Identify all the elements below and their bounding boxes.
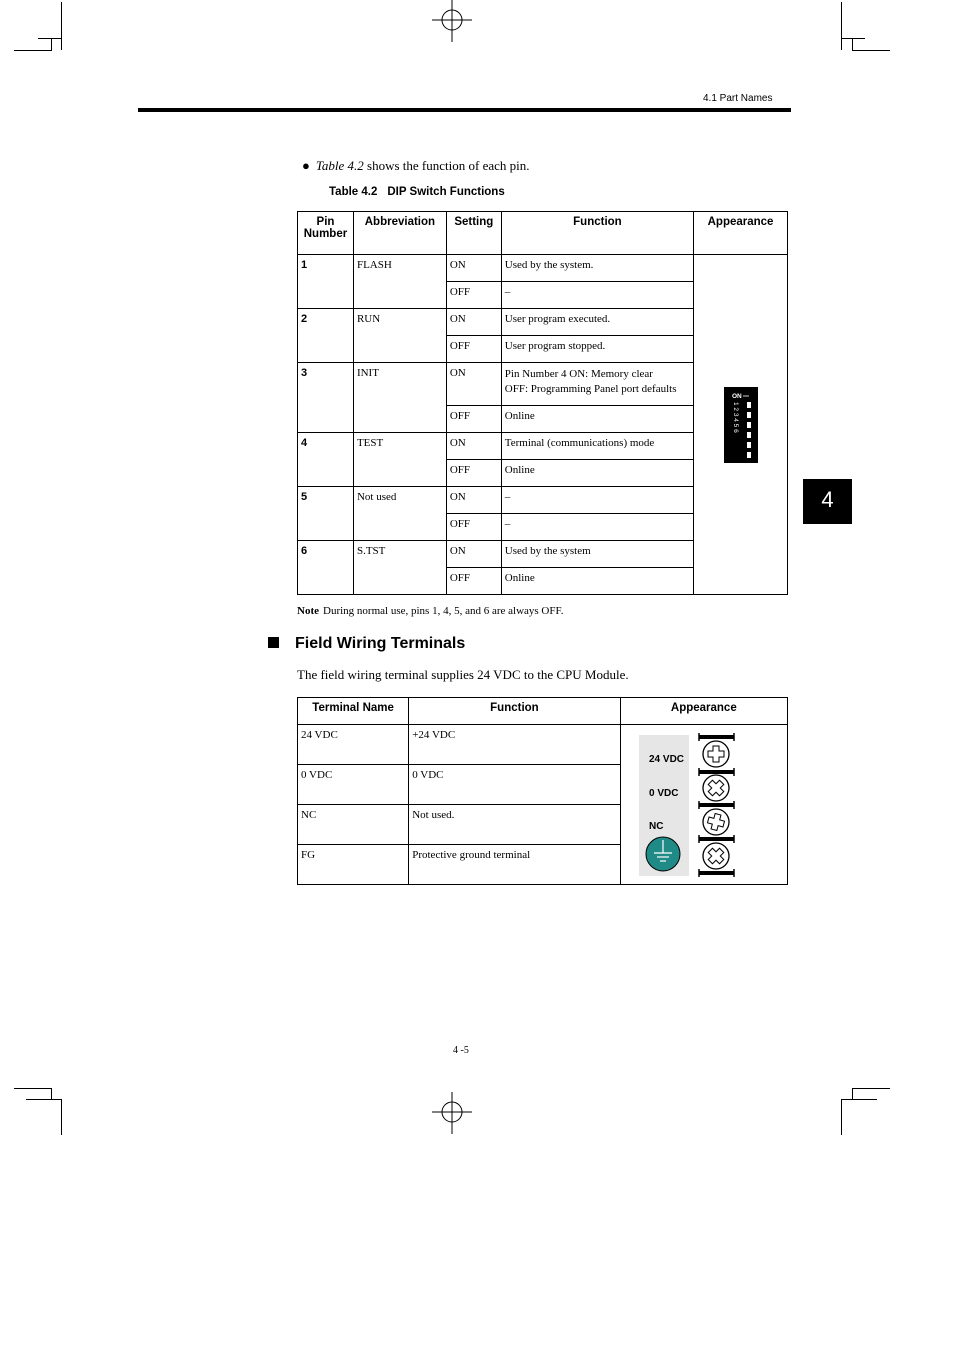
registration-mark-bottom: [432, 1092, 472, 1134]
intro-line: [302, 158, 530, 174]
note-label: Note: [297, 605, 319, 617]
function-off: –: [501, 282, 693, 309]
abbreviation: FLASH: [353, 255, 446, 309]
col-header-function: Function: [501, 212, 693, 255]
terminal-function: Protective ground terminal: [409, 845, 620, 885]
setting-on: ON: [446, 433, 501, 460]
table-caption: [329, 186, 505, 198]
table-row: [298, 255, 788, 282]
setting-off: OFF: [446, 460, 501, 487]
pin-number: 4: [298, 433, 354, 487]
screw-icon: [703, 775, 729, 801]
table-reference-link[interactable]: Table 4.2: [315, 158, 364, 173]
pin-number: 1: [298, 255, 354, 309]
abbreviation: TEST: [353, 433, 446, 487]
table-caption-number: Table 4.2: [329, 186, 378, 198]
col-header-appearance: Appearance: [620, 698, 787, 725]
function-on-line-1: Pin Number 4 ON: Memory clear: [504, 368, 653, 380]
col-header-terminal-name: Terminal Name: [298, 698, 409, 725]
terminal-name: FG: [298, 845, 409, 885]
note-text: During normal use, pins 1, 4, 5, and 6 are always OFF.: [323, 605, 564, 617]
col-header-abbreviation: Abbreviation: [353, 212, 446, 255]
pin-number: 2: [298, 309, 354, 363]
chapter-tab: 4: [803, 479, 852, 524]
header-rule: [138, 108, 791, 112]
setting-on: ON: [446, 541, 501, 568]
bullet-icon: ●: [302, 158, 310, 173]
col-header-appearance: Appearance: [694, 212, 788, 255]
function-on: User program executed.: [501, 309, 693, 336]
function-on: –: [501, 487, 693, 514]
setting-off: OFF: [446, 514, 501, 541]
pin-number: 6: [298, 541, 354, 595]
setting-on: ON: [446, 255, 501, 282]
terminal-name: 24 VDC: [298, 725, 409, 765]
dip-switch-table: [297, 211, 788, 595]
dip-switch-numbers: 1 2 3 4 5 6: [731, 401, 739, 433]
abbreviation: INIT: [353, 363, 446, 433]
function-off: User program stopped.: [501, 336, 693, 363]
terminal-label-nc: NC: [648, 820, 664, 832]
function-on: Used by the system: [501, 541, 693, 568]
running-header: 4.1 Part Names: [703, 93, 773, 104]
terminal-function: 0 VDC: [409, 765, 620, 805]
abbreviation: S.TST: [353, 541, 446, 595]
setting-on: ON: [446, 309, 501, 336]
abbreviation: Not used: [353, 487, 446, 541]
section-title: Field Wiring Terminals: [295, 635, 466, 652]
terminal-label-24vdc: 24 VDC: [648, 753, 684, 765]
function-on: Used by the system.: [501, 255, 693, 282]
col-header-setting: Setting: [446, 212, 501, 255]
pin-number: 3: [298, 363, 354, 433]
function-on-line-2: OFF: Programming Panel port defaults: [504, 383, 677, 395]
setting-off: OFF: [446, 336, 501, 363]
section-heading: [268, 635, 465, 653]
section-intro: The field wiring terminal supplies 24 VDC to the CPU Module.: [297, 667, 629, 682]
function-off: Online: [501, 406, 693, 433]
setting-on: ON: [446, 487, 501, 514]
terminal-label-0vdc: 0 VDC: [648, 787, 679, 799]
function-on: [501, 363, 693, 406]
col-header-pin: Pin Number: [298, 212, 354, 255]
table-note: [297, 605, 563, 617]
setting-off: OFF: [446, 282, 501, 309]
terminal-name: 0 VDC: [298, 765, 409, 805]
terminal-function: Not used.: [409, 805, 620, 845]
terminal-table: [297, 697, 788, 885]
screw-icon: [703, 741, 729, 767]
setting-on: ON: [446, 363, 501, 406]
dip-switch-illustration: [724, 387, 758, 463]
dip-on-label: ON: [731, 392, 742, 400]
terminal-appearance-cell: [620, 725, 787, 885]
terminal-name: NC: [298, 805, 409, 845]
table-row: [298, 725, 788, 765]
registration-mark-top: [432, 0, 472, 42]
function-off: Online: [501, 568, 693, 595]
screw-icon: [703, 809, 729, 835]
setting-off: OFF: [446, 406, 501, 433]
function-on: Terminal (communications) mode: [501, 433, 693, 460]
col-header-function: Function: [409, 698, 620, 725]
pin-number: 5: [298, 487, 354, 541]
terminal-block-illustration: [639, 730, 769, 880]
function-off: Online: [501, 460, 693, 487]
setting-off: OFF: [446, 568, 501, 595]
table-caption-title: DIP Switch Functions: [387, 186, 505, 198]
screw-icon: [703, 843, 729, 869]
appearance-cell: [694, 255, 788, 595]
intro-text: shows the function of each pin.: [363, 158, 530, 173]
section-square-icon: [268, 637, 279, 648]
terminal-function: +24 VDC: [409, 725, 620, 765]
function-off: –: [501, 514, 693, 541]
abbreviation: RUN: [353, 309, 446, 363]
page-number: 4 -5: [453, 1045, 469, 1056]
